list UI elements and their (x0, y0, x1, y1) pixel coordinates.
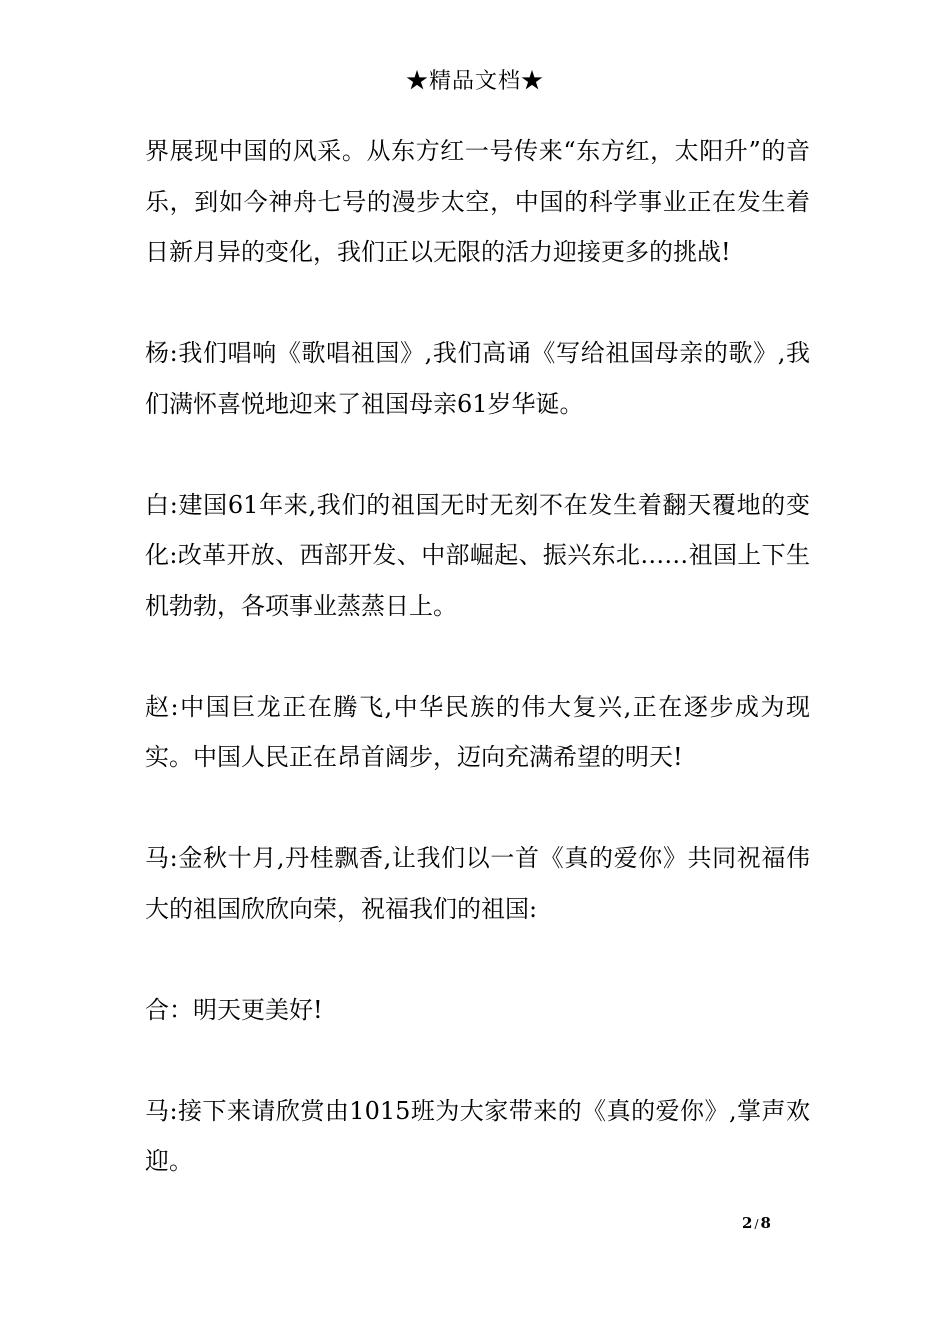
paragraph-ma-2: 马:接下来请欣赏由1015班为大家带来的《真的爱你》,掌声欢迎。 (145, 1096, 810, 1175)
paragraph-zhao: 赵:中国巨龙正在腾飞,中华民族的伟大复兴,正在逐步成为现实。中国人民正在昂首阔步，迈向充满希望的明天! (145, 692, 810, 771)
document-body (145, 126, 810, 1187)
paragraph-gap (145, 1035, 810, 1086)
paragraph-gap (145, 783, 810, 834)
document-header (0, 64, 950, 100)
page-current: 2 (742, 1214, 753, 1232)
paragraph-ma-1: 马:金秋十月,丹桂飘香,让我们以一首《真的爱你》共同祝福伟大的祖国欣欣向荣，祝福我们的祖国: (145, 844, 810, 923)
paragraph-gap (145, 934, 810, 985)
header-title: ★精品文档★ (405, 69, 544, 94)
paragraph-gap (145, 278, 810, 329)
page-total: 8 (760, 1214, 771, 1232)
paragraph-intro-continuation: 界展现中国的风采。从东方红一号传来“东方红，太阳升”的音乐，到如今神舟七号的漫步太空，中国的科学事业正在发生着日新月异的变化，我们正以无限的活力迎接更多的挑战! (145, 137, 810, 266)
paragraph-gap (145, 429, 810, 480)
page-number (742, 1213, 771, 1234)
paragraph-gap (145, 631, 810, 682)
paragraph-he: 合：明天更美好! (145, 995, 323, 1024)
paragraph-yang: 杨:我们唱响《歌唱祖国》,我们高诵《写给祖国母亲的歌》,我们满怀喜悦地迎来了祖国母亲61岁华诞。 (145, 339, 810, 418)
paragraph-bai: 白:建国61年来,我们的祖国无时无刻不在发生着翻天覆地的变化:改革开放、西部开发、中部崛起、振兴东北……祖国上下生机勃勃，各项事业蒸蒸日上。 (145, 490, 810, 620)
page-separator: / (754, 1217, 759, 1231)
